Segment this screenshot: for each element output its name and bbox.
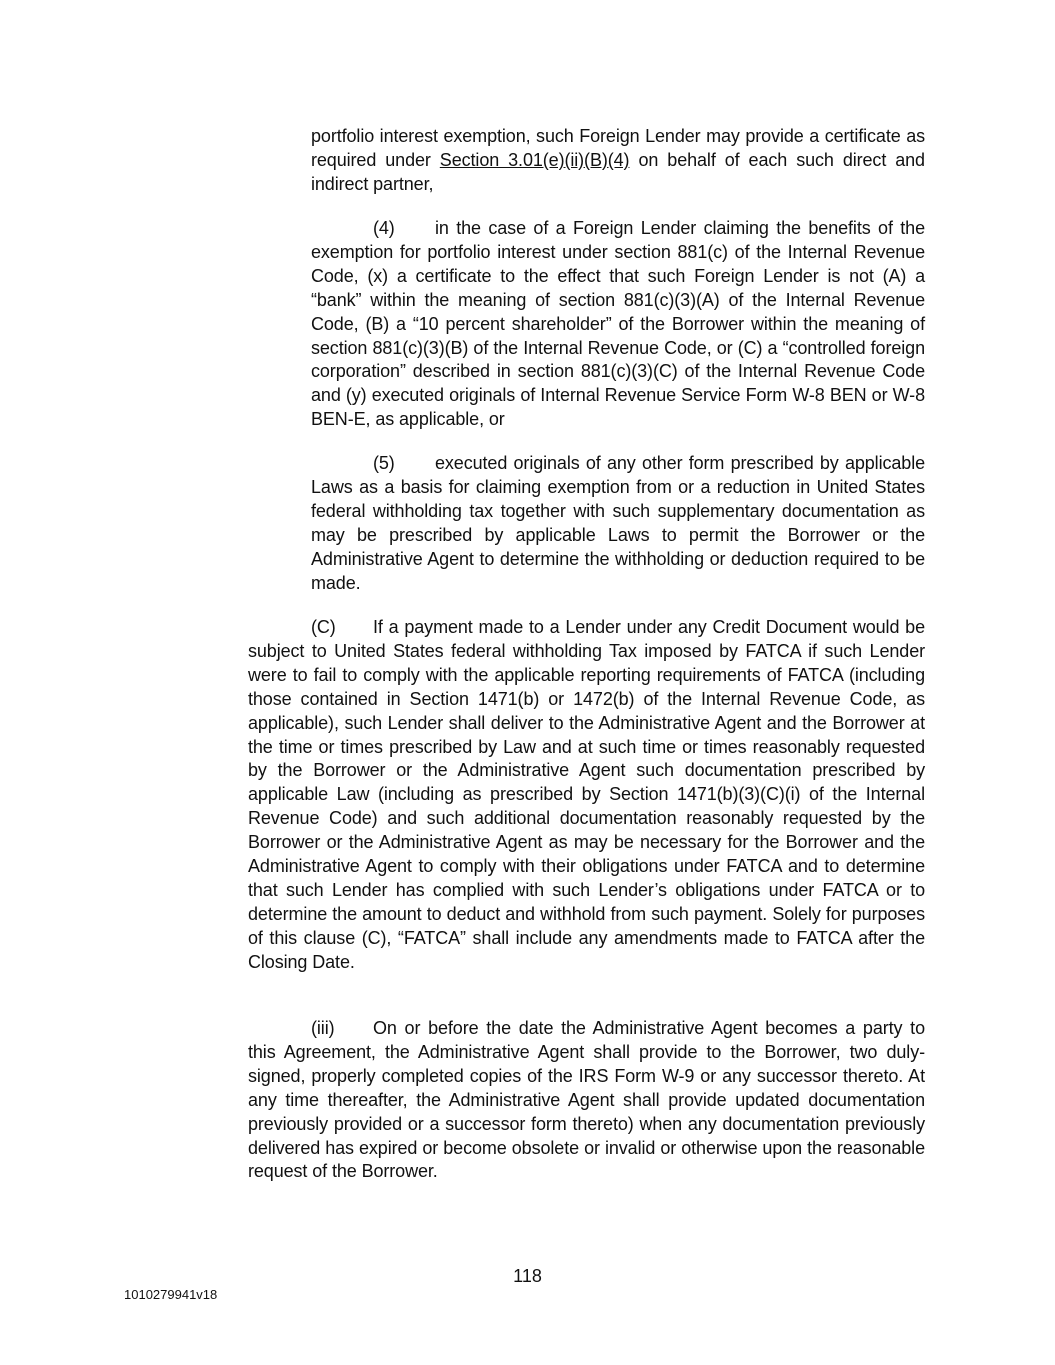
paragraph-C-number: (C) <box>311 617 336 637</box>
paragraph-C <box>248 616 925 975</box>
paragraph-iii-number: (iii) <box>311 1018 335 1038</box>
paragraph-5-text: executed originals of any other form prescribed by applicable Laws as a basis for claiming exemption from or a reduction in United States federal withholding tax together with such supplementary documentation as may be prescribed by applicable Laws to permit the Borrower or the Administrative Agent to determine the withholding or deduction required to be made. <box>311 453 925 593</box>
paragraph-C-text: If a payment made to a Lender under any Credit Document would be subject to United States federal withholding Tax imposed by FATCA if such Lender were to fail to comply with the applicable reporting requirements of FATCA (including those contained in Section 1471(b) or 1472(b) of the Internal Revenue Code, as applicable), such Lender shall deliver to the Administrative Agent and the Borrower at the time or times prescribed by Law and at such time or times reasonably requested by the Borrower or the Administrative Agent such documentation prescribed by applicable Law (including as prescribed by Section 1471(b)(3)(C)(i) of the Internal Revenue Code) and such additional documentation reasonably requested by the Borrower or the Administrative Agent as may be necessary for the Borrower and the Administrative Agent to comply with their obligations under FATCA and to determine that such Lender has complied with such Lender’s obligations under FATCA or to determine the amount to deduct and withhold from such payment. Solely for purposes of this clause (C), “FATCA” shall include any amendments made to FATCA after the Closing Date. <box>248 617 925 972</box>
paragraph-4 <box>311 217 925 432</box>
section-reference-link: Section 3.01(e)(ii)(B)(4) <box>439 149 630 170</box>
paragraph-iii-text: On or before the date the Administrative Agent becomes a party to this Agreement, the Administrative Agent shall provide to the Borrower, two duly-signed, properly completed copies of the IRS Form W-9 or any successor thereto. At any time thereafter, the Administrative Agent shall provide updated documentation previously provided or a successor form thereto) when any documentation previously delivered has expired or become obsolete or invalid or otherwise upon the reasonable request of the Borrower. <box>248 1018 925 1182</box>
page-number: 118 <box>513 1266 542 1286</box>
paragraph-4-number: (4) <box>373 218 395 238</box>
paragraph-continuation-text-after: on behalf of each such direct and indirect partner, <box>311 149 925 194</box>
paragraph-continuation <box>311 125 925 197</box>
document-id: 1010279941v18 <box>124 1287 218 1302</box>
paragraph-5 <box>311 452 925 595</box>
paragraph-4-text: in the case of a Foreign Lender claiming the benefits of the exemption for portfolio interest under section 881(c) of the Internal Revenue Code, (x) a certificate to the effect that such Foreign Lender is not (A) a “bank” within the meaning of section 881(c)(3)(A) of the Internal Revenue Code, (B) a “10 percent shareholder” of the Borrower within the meaning of section 881(c)(3)(B) of the Internal Revenue Code, or (C) a “controlled foreign corporation” described in section 881(c)(3)(C) of the Internal Revenue Code and (y) executed originals of Internal Revenue Service Form W-8 BEN or W-8 BEN-E, as applicable, or <box>311 218 925 430</box>
paragraph-iii <box>248 1017 925 1184</box>
paragraph-continuation-text-before: portfolio interest exemption, such Foreign Lender may provide a certificate as required under <box>311 126 925 170</box>
paragraph-5-number: (5) <box>373 453 395 473</box>
